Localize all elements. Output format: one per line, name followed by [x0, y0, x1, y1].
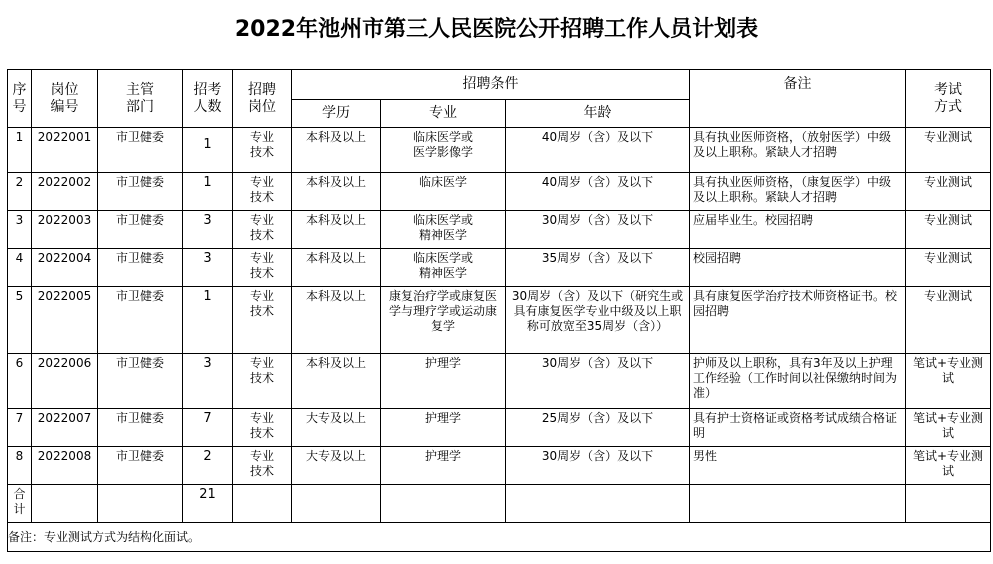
- cell-remark: 具有执业医师资格，（康复医学）中级及以上职称。紧缺人才招聘: [690, 173, 906, 211]
- cell-age: 30周岁（含）及以下（研究生或具有康复医学专业中级及以上职称可放宽至35周岁（含））: [506, 287, 690, 354]
- cell-exam: 专业测试: [906, 211, 991, 249]
- cell-seq: 5: [8, 287, 32, 354]
- cell-major: 护理学: [381, 447, 506, 485]
- table-row: [8, 173, 991, 211]
- cell-major: 临床医学或 精神医学: [381, 249, 506, 287]
- cell-count: 7: [183, 409, 233, 447]
- cell-edu: 本科及以上: [292, 249, 381, 287]
- cell-count: 1: [183, 287, 233, 354]
- cell-exam: 专业测试: [906, 128, 991, 173]
- cell-age: 30周岁（含）及以下: [506, 354, 690, 409]
- cell-dept: 市卫健委: [98, 249, 183, 287]
- header-education: 学历: [292, 100, 381, 128]
- table-row: [8, 249, 991, 287]
- cell-code: 2022004: [32, 249, 98, 287]
- table-row: [8, 128, 991, 173]
- header-dept: 主管 部门: [98, 70, 183, 128]
- cell-code: 2022001: [32, 128, 98, 173]
- cell-dept: 市卫健委: [98, 128, 183, 173]
- cell-edu: 大专及以上: [292, 447, 381, 485]
- cell-seq: 8: [8, 447, 32, 485]
- cell-edu: 大专及以上: [292, 409, 381, 447]
- cell-count: 3: [183, 249, 233, 287]
- cell-post: 专业 技术: [233, 128, 292, 173]
- footnote: 备注：专业测试方式为结构化面试。: [8, 523, 991, 552]
- cell-exam: 笔试+专业测试: [906, 354, 991, 409]
- cell-exam: 专业测试: [906, 287, 991, 354]
- total-row: [8, 485, 991, 523]
- cell-post: 专业 技术: [233, 409, 292, 447]
- page-title: 2022年池州市第三人民医院公开招聘工作人员计划表: [234, 17, 759, 42]
- header-count: 招考 人数: [183, 70, 233, 128]
- cell-major: 临床医学或 精神医学: [381, 211, 506, 249]
- cell-count: 1: [183, 173, 233, 211]
- cell-seq: 1: [8, 128, 32, 173]
- cell-age: 35周岁（含）及以下: [506, 249, 690, 287]
- header-post-code: 岗位 编号: [32, 70, 98, 128]
- cell-major: 临床医学: [381, 173, 506, 211]
- cell-count: 3: [183, 211, 233, 249]
- cell-dept: 市卫健委: [98, 409, 183, 447]
- cell-remark: 护师及以上职称，具有3年及以上护理工作经验（工作时间以社保缴纳时间为准）: [690, 354, 906, 409]
- cell-seq: 7: [8, 409, 32, 447]
- cell-remark: 男性: [690, 447, 906, 485]
- cell-seq: 6: [8, 354, 32, 409]
- table-row: [8, 409, 991, 447]
- cell-age: 25周岁（含）及以下: [506, 409, 690, 447]
- header-age: 年龄: [506, 100, 690, 128]
- total-count: 21: [183, 485, 233, 523]
- cell-remark: 具有护士资格证或资格考试成绩合格证明: [690, 409, 906, 447]
- header-conditions: 招聘条件: [292, 70, 690, 100]
- cell-code: 2022003: [32, 211, 98, 249]
- cell-remark: 具有康复医学治疗技术师资格证书。校园招聘: [690, 287, 906, 354]
- cell-post: 专业 技术: [233, 447, 292, 485]
- header-post-type: 招聘 岗位: [233, 70, 292, 128]
- cell-dept: 市卫健委: [98, 173, 183, 211]
- cell-exam: 笔试+专业测试: [906, 447, 991, 485]
- cell-edu: 本科及以上: [292, 211, 381, 249]
- cell-code: 2022002: [32, 173, 98, 211]
- cell-seq: 4: [8, 249, 32, 287]
- cell-seq: 2: [8, 173, 32, 211]
- cell-age: 30周岁（含）及以下: [506, 447, 690, 485]
- cell-age: 30周岁（含）及以下: [506, 211, 690, 249]
- header-seq: 序 号: [8, 70, 32, 128]
- header-major: 专业: [381, 100, 506, 128]
- cell-remark: 应届毕业生。校园招聘: [690, 211, 906, 249]
- cell-major: 临床医学或 医学影像学: [381, 128, 506, 173]
- table-row: [8, 354, 991, 409]
- cell-major: 护理学: [381, 409, 506, 447]
- cell-post: 专业 技术: [233, 173, 292, 211]
- table-row: [8, 447, 991, 485]
- cell-count: 3: [183, 354, 233, 409]
- cell-major: 康复治疗学或康复医学与理疗学或运动康复学: [381, 287, 506, 354]
- cell-dept: 市卫健委: [98, 354, 183, 409]
- header-exam: 考试 方式: [906, 70, 991, 128]
- cell-dept: 市卫健委: [98, 287, 183, 354]
- table-row: [8, 287, 991, 354]
- cell-remark: 校园招聘: [690, 249, 906, 287]
- cell-dept: 市卫健委: [98, 211, 183, 249]
- cell-post: 专业 技术: [233, 287, 292, 354]
- header-remarks: 备注: [690, 70, 906, 128]
- cell-exam: 笔试+专业测试: [906, 409, 991, 447]
- cell-count: 2: [183, 447, 233, 485]
- cell-seq: 3: [8, 211, 32, 249]
- cell-post: 专业 技术: [233, 354, 292, 409]
- cell-post: 专业 技术: [233, 211, 292, 249]
- table-row: [8, 211, 991, 249]
- cell-code: 2022005: [32, 287, 98, 354]
- cell-edu: 本科及以上: [292, 128, 381, 173]
- cell-post: 专业 技术: [233, 249, 292, 287]
- cell-age: 40周岁（含）及以下: [506, 128, 690, 173]
- cell-major: 护理学: [381, 354, 506, 409]
- cell-exam: 专业测试: [906, 249, 991, 287]
- cell-remark: 具有执业医师资格，（放射医学）中级及以上职称。紧缺人才招聘: [690, 128, 906, 173]
- cell-dept: 市卫健委: [98, 447, 183, 485]
- cell-code: 2022007: [32, 409, 98, 447]
- cell-exam: 专业测试: [906, 173, 991, 211]
- cell-age: 40周岁（含）及以下: [506, 173, 690, 211]
- cell-edu: 本科及以上: [292, 354, 381, 409]
- cell-code: 2022006: [32, 354, 98, 409]
- cell-edu: 本科及以上: [292, 173, 381, 211]
- cell-count: 1: [183, 128, 233, 173]
- cell-code: 2022008: [32, 447, 98, 485]
- total-label: 合 计: [8, 485, 32, 523]
- recruitment-table: [7, 69, 991, 552]
- cell-edu: 本科及以上: [292, 287, 381, 354]
